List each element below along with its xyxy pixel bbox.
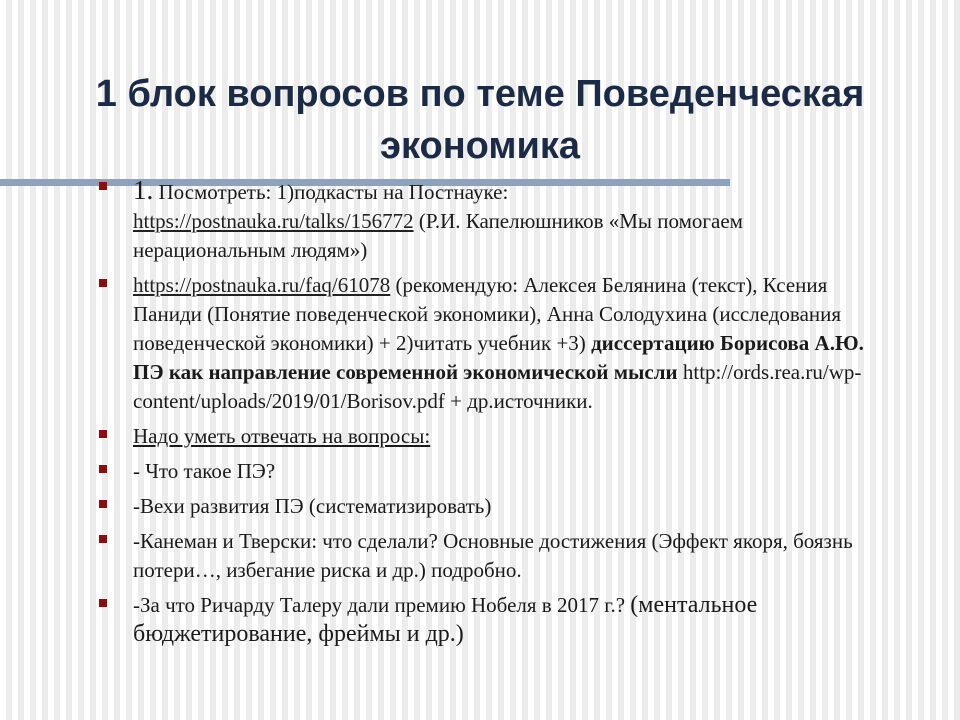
bullet-square-icon	[99, 182, 107, 190]
bullet-square-icon	[99, 599, 107, 607]
bullet-text: -За что Ричарду Талеру дали премию Нобеля в 2017 г.?	[133, 593, 631, 617]
title-line-1: 1 блок вопросов по теме Поведенческая	[95, 73, 865, 115]
bullet-number: 1.	[133, 175, 154, 205]
bullet-text: Надо уметь отвечать на вопросы:	[133, 424, 431, 448]
bullet-square-icon	[99, 430, 107, 438]
bullet-text: (рекомендую: Алексея Белянина (текст), Ксения Паниди (Понятие поведенческой экономики), Анна Солодухина (исследования поведенческой экономики) + 2)читать учебник +3)	[133, 273, 842, 355]
bullet-text-cont: http://ords.rea.ru/wp-content/uploads/2019/01/Borisov.pdf + др.источники.	[133, 360, 862, 413]
bullet-text: -Канеман и Тверски: что сделали? Основные достижения (Эффект якоря, боязнь потери…, избегание риска и др.) подробно.	[133, 529, 853, 582]
bullet-square-icon	[99, 500, 107, 508]
bullet-text: Посмотреть: 1)подкасты на Постнауке:	[153, 180, 509, 204]
bullet-item-question-2	[95, 492, 885, 521]
title-line-2: экономика	[379, 125, 580, 167]
bullet-item-questions-heading	[95, 422, 885, 451]
bullet-item-faq	[95, 271, 885, 416]
slide-title	[40, 68, 920, 172]
bullet-item-podcasts	[95, 176, 885, 265]
bullet-text: - Что такое ПЭ?	[133, 459, 276, 483]
bullet-text: -Вехи развития ПЭ (систематизировать)	[133, 494, 492, 518]
bullet-item-question-4	[95, 591, 885, 649]
bullet-square-icon	[99, 465, 107, 473]
bullet-square-icon	[99, 535, 107, 543]
bullet-text-cont: (Р.И. Капелюшников «Мы помогаем нерациональным людям»)	[133, 209, 743, 262]
bullet-item-question-3	[95, 527, 885, 585]
bullet-list	[95, 176, 885, 655]
bullet-text-large: (ментальное бюджетирование, фреймы и др.)	[133, 592, 758, 647]
dissertation-title: диссертацию Борисова А.Ю. ПЭ как направление современной экономической мысли	[133, 331, 864, 384]
bullet-item-question-1	[95, 457, 885, 486]
bullet-square-icon	[99, 279, 107, 287]
postnauka-talks-link[interactable]: https://postnauka.ru/talks/156772	[133, 209, 414, 233]
postnauka-faq-link[interactable]: https://postnauka.ru/faq/61078	[133, 273, 391, 297]
